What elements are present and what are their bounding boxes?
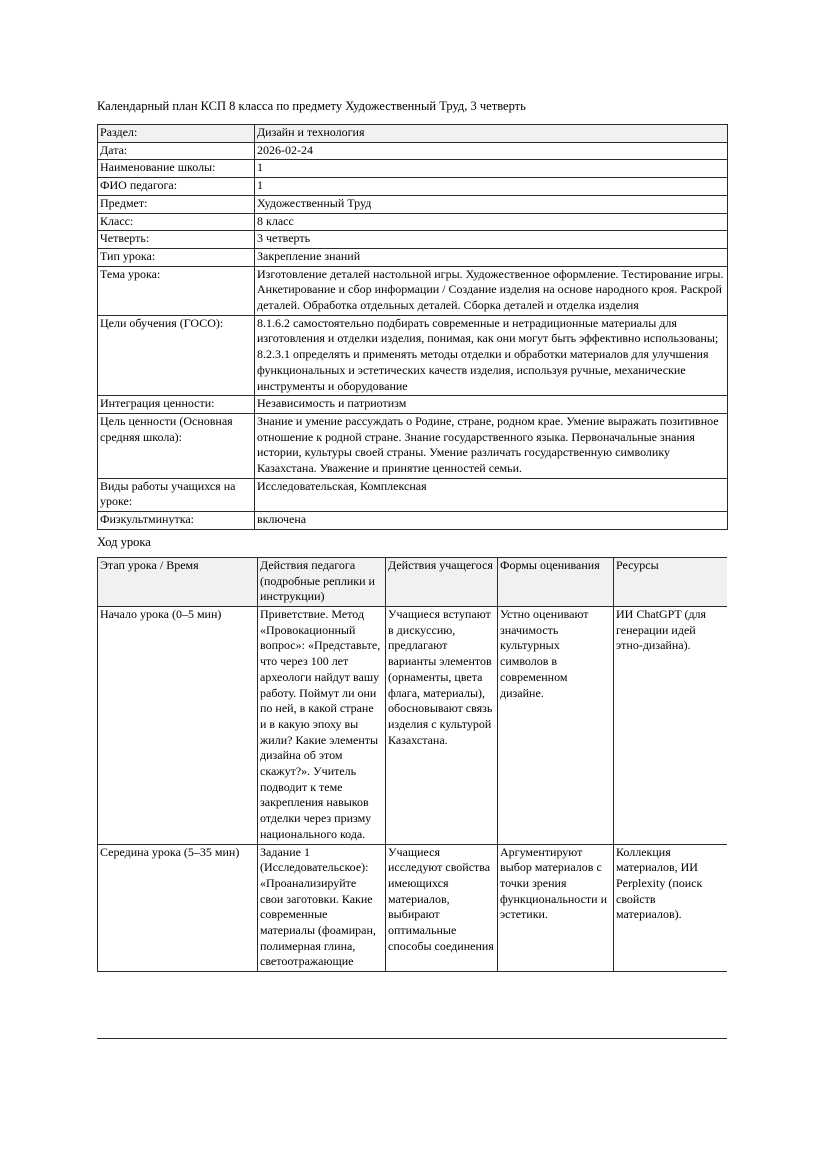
table-row bbox=[98, 178, 728, 196]
info-value: Дизайн и технология bbox=[255, 125, 728, 143]
info-label: Четверть: bbox=[98, 231, 255, 249]
stage-cell: Середина урока (5–35 мин) bbox=[98, 844, 258, 972]
lesson-table-clipped-region bbox=[97, 557, 727, 1039]
info-value: 8.1.6.2 самостоятельно подбирать современные и нетрадиционные материалы для изготовления и отделки изделия, понимая, как они могут быть эффективно использованы; 8.2.3.1 определять и применять методы отделки и обработки материалов для улучшения функциональных и эстетических качеств изделия, используя ручные, механические инструменты и оборудование bbox=[255, 315, 728, 396]
info-label: Класс: bbox=[98, 213, 255, 231]
info-value: 2026-02-24 bbox=[255, 142, 728, 160]
assessment-cell: Устно оценивают значимость культурных символов в современном дизайне. bbox=[498, 606, 614, 844]
table-row bbox=[98, 512, 728, 530]
table-row bbox=[98, 248, 728, 266]
page-title: Календарный план КСП 8 класса по предмету Художественный Труд, 3 четверть bbox=[97, 99, 526, 113]
info-value: включена bbox=[255, 512, 728, 530]
resources-cell: ИИ ChatGPT (для генерации идей этно-дизайна). bbox=[614, 606, 728, 844]
info-value: Закрепление знаний bbox=[255, 248, 728, 266]
column-header-assessment: Формы оценивания bbox=[498, 557, 614, 606]
info-label: Тема урока: bbox=[98, 266, 255, 315]
info-value: Независимость и патриотизм bbox=[255, 396, 728, 414]
info-value: Изготовление деталей настольной игры. Художественное оформление. Тестирование игры. Анкетирование и сбор информации / Создание изделия на основе народного кроя. Раскрой деталей. Обработка отдельных деталей. Сборка деталей и отделка изделия bbox=[255, 266, 728, 315]
table-row bbox=[98, 844, 728, 972]
table-row bbox=[98, 160, 728, 178]
info-label: Дата: bbox=[98, 142, 255, 160]
table-row bbox=[98, 413, 728, 478]
section-heading: Ход урока bbox=[97, 534, 151, 549]
info-label: ФИО педагога: bbox=[98, 178, 255, 196]
info-label: Тип урока: bbox=[98, 248, 255, 266]
column-header-resources: Ресурсы bbox=[614, 557, 728, 606]
table-row bbox=[98, 315, 728, 396]
table-row bbox=[98, 125, 728, 143]
info-label: Интеграция ценности: bbox=[98, 396, 255, 414]
table-row bbox=[98, 231, 728, 249]
info-label: Виды работы учащихся на уроке: bbox=[98, 478, 255, 511]
info-value: Исследовательская, Комплексная bbox=[255, 478, 728, 511]
info-value: Знание и умение рассуждать о Родине, стране, родном крае. Умение выражать позитивное отношение к родной стране. Знание государственного языка. Первоначальные знания истории, культуры своей страны. Умение различать государственную символику Казахстана. Уважение и принятие ценностей семьи. bbox=[255, 413, 728, 478]
assessment-cell: Аргументируют выбор материалов с точки зрения функциональности и эстетики. bbox=[498, 844, 614, 972]
resources-cell: Коллекция материалов, ИИ Perplexity (поиск свойств материалов). bbox=[614, 844, 728, 972]
info-label: Предмет: bbox=[98, 195, 255, 213]
column-header-stage: Этап урока / Время bbox=[98, 557, 258, 606]
table-row bbox=[98, 266, 728, 315]
table-row bbox=[98, 195, 728, 213]
info-value: 1 bbox=[255, 160, 728, 178]
info-label: Физкультминутка: bbox=[98, 512, 255, 530]
lesson-table-header-row bbox=[98, 557, 728, 606]
table-row bbox=[98, 213, 728, 231]
student-actions-cell: Учащиеся вступают в дискуссию, предлагают варианты элементов (орнаменты, цвета флага, материалы), обосновывают связь изделия с культурой Казахстана. bbox=[386, 606, 498, 844]
teacher-actions-cell: Приветствие. Метод «Провокационный вопрос»: «Представьте, что через 100 лет археологи найдут вашу работу. Поймут ли они по ней, в какой стране и в какую эпоху вы жили? Какие элементы дизайна об этом скажут?». Учитель подводит к теме закрепления навыков отделки через призму национального кода. bbox=[258, 606, 386, 844]
info-label: Цели обучения (ГОСО): bbox=[98, 315, 255, 396]
teacher-actions-cell: Задание 1 (Исследовательское): «Проанализируйте свои заготовки. Какие современные материалы (фоамиран, полимерная глина, светоотражающие bbox=[258, 844, 386, 972]
table-row bbox=[98, 142, 728, 160]
info-value: 3 четверть bbox=[255, 231, 728, 249]
table-row bbox=[98, 396, 728, 414]
info-table bbox=[97, 124, 728, 530]
info-value: Художественный Труд bbox=[255, 195, 728, 213]
column-header-student-actions: Действия учащегося bbox=[386, 557, 498, 606]
table-row bbox=[98, 606, 728, 844]
info-label: Наименование школы: bbox=[98, 160, 255, 178]
info-label: Раздел: bbox=[98, 125, 255, 143]
document-content bbox=[97, 99, 727, 1039]
info-value: 8 класс bbox=[255, 213, 728, 231]
info-value: 1 bbox=[255, 178, 728, 196]
table-row bbox=[98, 478, 728, 511]
student-actions-cell: Учащиеся исследуют свойства имеющихся материалов, выбирают оптимальные способы соединения bbox=[386, 844, 498, 972]
lesson-table bbox=[97, 557, 727, 972]
stage-cell: Начало урока (0–5 мин) bbox=[98, 606, 258, 844]
info-label: Цель ценности (Основная средняя школа): bbox=[98, 413, 255, 478]
column-header-teacher-actions: Действия педагога (подробные реплики и инструкции) bbox=[258, 557, 386, 606]
